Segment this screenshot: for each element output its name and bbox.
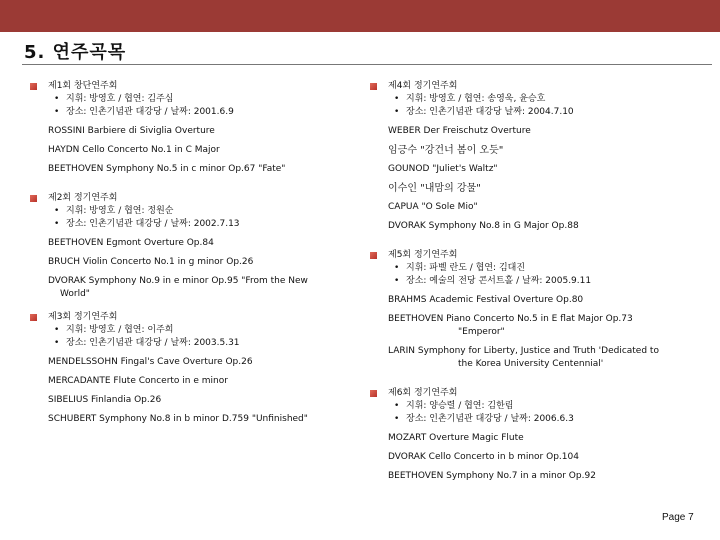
repertoire-item: BEETHOVEN Symphony No.5 in c minor Op.67 "Fate" xyxy=(48,164,286,174)
bullet-dot-icon: • xyxy=(54,219,60,229)
concert-1 xyxy=(30,80,350,119)
page-number: Page 7 xyxy=(662,512,694,523)
repertoire-list xyxy=(388,125,710,233)
concert-venue-line: • 장소: 예술의 전당 콘서트홀 / 날짜: 2005.9.11 xyxy=(394,276,592,286)
repertoire-item: 이수인 "내맘의 강물" xyxy=(388,183,481,194)
concert-2 xyxy=(30,192,350,231)
concert-conductor-line: • 지휘: 방영호 / 협연: 정원순 xyxy=(54,206,174,216)
repertoire-item: DVORAK Symphony No.8 in G Major Op.88 xyxy=(388,221,579,231)
repertoire-item: DVORAK Cello Concerto in b minor Op.104 xyxy=(388,452,579,462)
repertoire-item: SIBELIUS Finlandia Op.26 xyxy=(48,395,162,405)
repertoire-list xyxy=(48,237,350,301)
repertoire-list xyxy=(48,356,350,426)
concert-venue-line: • 장소: 인촌기념관 대강당 / 날짜: 2002.7.13 xyxy=(54,219,240,229)
page-title: 5. 연주곡목 xyxy=(24,42,127,63)
concert-heading: 제4회 정기연주회 xyxy=(388,81,458,91)
bullet-square-icon xyxy=(370,390,377,397)
bullet-dot-icon: • xyxy=(394,276,400,286)
repertoire-item: LARIN Symphony for Liberty, Justice and Truth 'Dedicated to the Korea University Centennial' xyxy=(388,345,710,371)
repertoire-list xyxy=(48,125,350,176)
bullet-dot-icon: • xyxy=(54,338,60,348)
concert-venue-line: • 장소: 인촌기념관 대강당 / 날짜: 2006.6.3 xyxy=(394,414,574,424)
concert-3 xyxy=(30,311,350,350)
repertoire-item: GOUNOD "Juliet's Waltz" xyxy=(388,164,498,174)
bullet-dot-icon: • xyxy=(54,325,60,335)
bullet-square-icon xyxy=(30,314,37,321)
concert-4 xyxy=(370,80,710,119)
left-column xyxy=(30,80,350,432)
concert-conductor-line: • 지휘: 방영호 / 협연: 김주심 xyxy=(54,94,174,104)
top-banner xyxy=(0,0,720,32)
repertoire-item: BEETHOVEN Symphony No.7 in a minor Op.92 xyxy=(388,471,596,481)
bullet-dot-icon: • xyxy=(394,94,400,104)
concert-venue-line: • 장소: 인촌기념관 대강당 / 날짜: 2001.6.9 xyxy=(54,107,234,117)
repertoire-item: HAYDN Cello Concerto No.1 in C Major xyxy=(48,145,220,155)
concert-conductor-line: • 지휘: 양승렬 / 협연: 김한림 xyxy=(394,401,514,411)
concert-conductor-line: • 지휘: 방영호 / 협연: 송영욱, 윤승호 xyxy=(394,94,546,104)
concert-heading: 제3회 정기연주회 xyxy=(48,312,118,322)
concert-heading: 제6회 정기연주회 xyxy=(388,388,458,398)
bullet-dot-icon: • xyxy=(54,94,60,104)
repertoire-item: MERCADANTE Flute Concerto in e minor xyxy=(48,376,228,386)
bullet-square-icon xyxy=(30,83,37,90)
bullet-dot-icon: • xyxy=(394,107,400,117)
repertoire-item: DVORAK Symphony No.9 in e minor Op.95 "From the New World" xyxy=(48,275,350,301)
bullet-dot-icon: • xyxy=(54,107,60,117)
repertoire-item-continued: the Korea University Centennial' xyxy=(458,359,604,369)
bullet-dot-icon: • xyxy=(54,206,60,216)
repertoire-item: MOZART Overture Magic Flute xyxy=(388,433,524,443)
bullet-dot-icon: • xyxy=(394,263,400,273)
repertoire-item: BEETHOVEN Piano Concerto No.5 in E flat Major Op.73 "Emperor" xyxy=(388,313,710,339)
right-column xyxy=(370,80,710,489)
repertoire-item: 임긍수 "강건너 봄이 오듯" xyxy=(388,145,504,156)
bullet-square-icon xyxy=(370,252,377,259)
concert-conductor-line: • 지휘: 파벨 란도 / 협연: 김대진 xyxy=(394,263,526,273)
concert-venue-line: • 장소: 인촌기념관 대강당 / 날짜: 2003.5.31 xyxy=(54,338,240,348)
repertoire-item: CAPUA "O Sole Mio" xyxy=(388,202,478,212)
title-divider xyxy=(22,64,712,65)
bullet-dot-icon: • xyxy=(394,414,400,424)
bullet-square-icon xyxy=(30,195,37,202)
repertoire-item: BEETHOVEN Egmont Overture Op.84 xyxy=(48,238,214,248)
repertoire-list xyxy=(388,294,710,371)
concert-5 xyxy=(370,249,710,288)
repertoire-item-continued: World" xyxy=(60,289,90,299)
concert-6 xyxy=(370,387,710,426)
concert-heading: 제2회 정기연주회 xyxy=(48,193,118,203)
repertoire-item: BRUCH Violin Concerto No.1 in g minor Op.26 xyxy=(48,257,254,267)
bullet-square-icon xyxy=(370,83,377,90)
repertoire-list xyxy=(388,432,710,483)
concert-heading: 제1회 창단연주회 xyxy=(48,81,118,91)
concert-conductor-line: • 지휘: 방영호 / 협연: 이주희 xyxy=(54,325,174,335)
repertoire-item: WEBER Der Freischutz Overture xyxy=(388,126,531,136)
concert-venue-line: • 장소: 인촌기념관 대강당 날짜: 2004.7.10 xyxy=(394,107,574,117)
repertoire-item: SCHUBERT Symphony No.8 in b minor D.759 "Unfinished" xyxy=(48,414,308,424)
concert-heading: 제5회 정기연주회 xyxy=(388,250,458,260)
repertoire-item: BRAHMS Academic Festival Overture Op.80 xyxy=(388,295,584,305)
bullet-dot-icon: • xyxy=(394,401,400,411)
repertoire-item: MENDELSSOHN Fingal's Cave Overture Op.26 xyxy=(48,357,253,367)
repertoire-item-continued: "Emperor" xyxy=(458,327,505,337)
repertoire-item: ROSSINI Barbiere di Siviglia Overture xyxy=(48,126,215,136)
